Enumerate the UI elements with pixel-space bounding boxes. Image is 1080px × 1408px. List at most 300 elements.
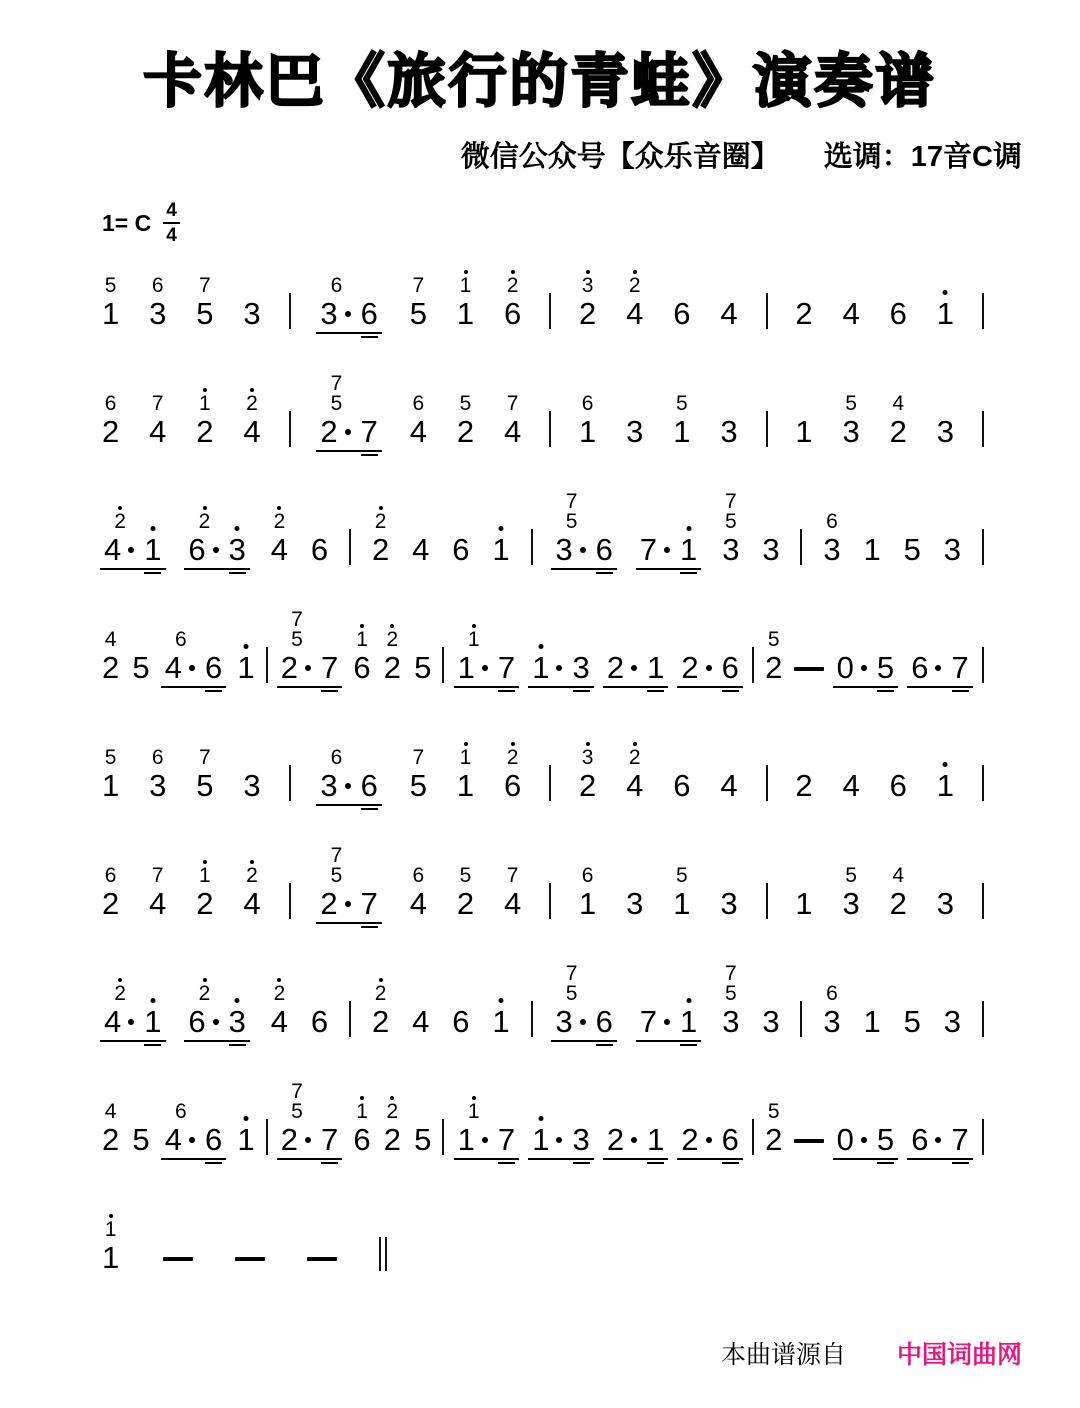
eighth-underline	[636, 1040, 676, 1042]
melody-note: 6	[721, 650, 739, 685]
beamed-group	[677, 1122, 743, 1167]
note-cell	[455, 276, 476, 341]
main-note-row	[603, 650, 643, 685]
melody-note: 2	[765, 1122, 783, 1157]
duration-dot	[482, 665, 488, 671]
harmony-stack	[768, 1102, 780, 1122]
beamed-group	[603, 650, 669, 695]
melody-note: 6	[911, 1122, 929, 1157]
note-cell	[194, 276, 215, 341]
barline	[289, 765, 291, 801]
note-cell	[603, 650, 643, 695]
note-cell	[718, 1122, 743, 1167]
melody-note: 5	[196, 768, 214, 803]
harmony-stack	[105, 394, 117, 414]
main-note-row	[102, 1122, 120, 1157]
main-note-row	[528, 650, 568, 685]
duration-dash	[794, 1139, 824, 1143]
note-cell	[841, 866, 862, 931]
note-cell	[455, 748, 476, 813]
duration-dot	[305, 665, 311, 671]
main-note-row	[149, 768, 167, 803]
sixteenth-underline	[573, 690, 590, 692]
note-cell	[718, 650, 743, 695]
sixteenth-underline	[229, 1044, 246, 1046]
sixteenth-underline	[321, 690, 338, 692]
note-cell	[643, 1122, 668, 1167]
duration-dot	[580, 547, 586, 553]
harmony-note: 1	[199, 866, 211, 886]
duration-dash	[794, 667, 824, 671]
melody-note: 5	[414, 650, 432, 685]
harmony-stack	[105, 630, 117, 650]
time-signature-lower: 4	[166, 225, 177, 246]
note-cell	[450, 532, 471, 577]
melody-note: 2	[280, 650, 299, 685]
harmony-stack	[331, 374, 343, 414]
beamed-group	[907, 650, 973, 695]
note-cell	[194, 748, 215, 813]
duration-dot	[213, 547, 219, 553]
beamed-group	[636, 1004, 702, 1049]
main-note-row	[412, 532, 430, 567]
eighth-underline	[201, 686, 226, 688]
harmony-stack	[274, 512, 286, 532]
main-note-row	[863, 532, 881, 567]
note-cell	[225, 532, 250, 577]
octave-dot	[109, 1214, 113, 1218]
octave-dot	[235, 998, 240, 1003]
melody-note: 3	[320, 768, 338, 803]
note-cell	[942, 532, 963, 577]
barline	[752, 1119, 754, 1155]
duration-dot	[706, 1137, 712, 1143]
note-cell	[370, 512, 391, 577]
main-note-row	[316, 886, 356, 921]
main-note-row	[161, 1122, 201, 1157]
harmony-note: 5	[330, 392, 343, 415]
melody-note: 4	[842, 768, 860, 803]
barline	[549, 293, 551, 329]
eighth-underline	[833, 1158, 873, 1160]
harmony-note: 2	[507, 748, 519, 768]
note-cell	[357, 768, 382, 813]
note-cell	[408, 748, 429, 813]
octave-dot	[203, 388, 207, 392]
harmony-stack	[892, 866, 904, 886]
main-note-row	[579, 886, 597, 921]
main-note-row	[353, 1122, 371, 1157]
note-cell	[140, 532, 165, 577]
harmony-stack	[175, 1102, 187, 1122]
main-note-row	[643, 650, 668, 685]
main-note-row	[903, 1004, 921, 1039]
main-note-row	[889, 768, 907, 803]
harmony-note: 2	[114, 984, 126, 1004]
main-note-row	[636, 532, 676, 567]
melody-note: 3	[720, 414, 738, 449]
harmony-stack	[105, 276, 117, 296]
main-note-row	[243, 296, 261, 331]
harmony-note: 1	[356, 630, 368, 650]
harmony-stack	[566, 492, 578, 532]
beamed-group	[551, 964, 617, 1049]
main-note-row	[795, 768, 813, 803]
harmony-note: 7	[506, 864, 519, 887]
barline	[549, 411, 551, 447]
score-line	[100, 695, 984, 813]
melody-note: 5	[132, 1122, 150, 1157]
harmony-stack	[375, 984, 387, 1004]
main-note-row	[270, 532, 289, 567]
melody-note: 3	[762, 532, 780, 567]
melody-note: 2	[196, 886, 214, 921]
note-cell	[317, 1122, 342, 1167]
harmony-stack	[199, 866, 211, 886]
main-note-row	[383, 1122, 402, 1157]
harmony-stack	[629, 276, 641, 296]
main-note-row	[371, 532, 390, 567]
melody-note: 2	[371, 1004, 390, 1039]
harmony-stack	[274, 984, 286, 1004]
beamed-group	[316, 748, 382, 813]
octave-dot	[250, 860, 254, 864]
wechat-account-label: 微信公众号【众乐音圈】	[460, 141, 780, 173]
octave-dot	[277, 978, 281, 982]
main-note-row	[454, 650, 494, 685]
main-note-row	[140, 1004, 165, 1039]
melody-note: 1	[937, 771, 954, 801]
harmony-note: 5	[104, 274, 117, 297]
main-note-row	[626, 768, 644, 803]
main-note-row	[132, 1122, 150, 1157]
melody-note: 3	[722, 1004, 740, 1039]
harmony-note: 7	[412, 274, 425, 297]
main-note-row	[237, 1122, 255, 1157]
note-cell	[551, 964, 591, 1049]
main-note-row	[676, 1004, 701, 1039]
note-cell	[624, 748, 645, 813]
note-cell	[676, 1004, 701, 1049]
octave-dot	[277, 506, 281, 510]
main-note-row	[412, 1004, 430, 1039]
main-note-row	[357, 296, 382, 331]
duration-dot	[128, 547, 134, 553]
note-cell	[454, 1102, 494, 1167]
duration-dot	[189, 665, 195, 671]
harmony-stack	[413, 276, 425, 296]
melody-note: 1	[673, 414, 691, 449]
note-cell	[502, 276, 523, 341]
harmony-note: 7	[724, 490, 737, 513]
harmony-note: 5	[104, 746, 117, 769]
melody-note: 2	[102, 1122, 120, 1157]
melody-note: 5	[876, 650, 895, 685]
eighth-underline	[603, 1158, 643, 1160]
beamed-group	[184, 984, 250, 1049]
note-cell	[718, 768, 739, 813]
harmony-stack	[199, 276, 211, 296]
melody-note: 1	[863, 1004, 881, 1039]
main-note-row	[765, 650, 783, 685]
note-cell	[671, 768, 692, 813]
octave-dot	[379, 978, 383, 982]
note-cell	[671, 394, 692, 459]
beamed-group	[316, 846, 382, 931]
harmony-note: 6	[330, 746, 343, 769]
melody-note: 2	[196, 414, 214, 449]
melody-note: 5	[196, 296, 214, 331]
harmony-stack	[114, 512, 126, 532]
melody-note: 3	[572, 650, 590, 685]
note-cell	[357, 886, 382, 931]
main-note-row	[907, 1122, 947, 1157]
main-note-row	[196, 886, 214, 921]
note-cell	[907, 1122, 947, 1167]
eighth-underline	[357, 332, 382, 334]
main-note-row	[943, 1004, 962, 1039]
footer-site-name[interactable]: 中国词曲网	[896, 1341, 1022, 1369]
main-note-row	[626, 414, 644, 449]
melody-note: 4	[164, 1122, 182, 1157]
note-cell	[873, 1122, 898, 1167]
octave-dot	[464, 270, 468, 274]
melody-note: 1	[492, 1007, 509, 1037]
main-note-row	[579, 296, 597, 331]
duration-dot	[631, 665, 637, 671]
note-cell	[100, 630, 121, 695]
barline	[982, 529, 984, 565]
main-note-row	[310, 532, 329, 567]
main-note-row	[140, 532, 165, 567]
eighth-underline	[184, 568, 224, 570]
sixteenth-underline	[722, 1162, 739, 1164]
harmony-stack	[387, 1102, 399, 1122]
main-note-row	[149, 296, 167, 331]
melody-note: 1	[795, 414, 813, 449]
melody-note: 2	[383, 1122, 402, 1157]
note-cell	[760, 532, 781, 577]
beamed-group	[161, 630, 227, 695]
beamed-group	[528, 1122, 594, 1167]
harmony-stack	[105, 866, 117, 886]
eighth-underline	[316, 450, 356, 452]
main-note-row	[842, 296, 860, 331]
main-note-row	[277, 650, 317, 685]
main-note-row	[102, 768, 120, 803]
eighth-underline	[676, 568, 701, 570]
harmony-note: 2	[387, 1102, 399, 1122]
harmony-stack	[175, 630, 187, 650]
melody-note: 3	[320, 296, 338, 331]
barline	[289, 411, 291, 447]
note-cell	[718, 296, 739, 341]
harmony-stack	[460, 394, 472, 414]
main-note-row	[863, 1004, 881, 1039]
note-cell	[235, 650, 256, 695]
beamed-group	[636, 532, 702, 577]
main-note-row	[102, 1240, 120, 1275]
eighth-underline	[494, 686, 519, 688]
note-cell	[902, 532, 923, 577]
duration-dot	[556, 665, 562, 671]
note-cell	[147, 866, 168, 931]
melody-note: 2	[371, 532, 390, 567]
main-note-row	[310, 1004, 329, 1039]
sixteenth-underline	[952, 690, 969, 692]
note-cell	[502, 394, 523, 459]
melody-note: 2	[456, 414, 475, 449]
barline	[289, 293, 291, 329]
melody-note: 3	[229, 1007, 246, 1037]
score-line	[100, 577, 984, 695]
main-note-row	[579, 768, 597, 803]
melody-note: 3	[243, 296, 261, 331]
harmony-note: 1	[468, 630, 480, 650]
harmony-note: 2	[629, 748, 641, 768]
note-cell	[720, 964, 741, 1049]
sixteenth-underline	[680, 1044, 697, 1046]
melody-note: 7	[497, 1122, 516, 1157]
main-note-row	[492, 1004, 510, 1039]
melody-note: 6	[353, 1122, 371, 1157]
harmony-note: 2	[387, 630, 399, 650]
melody-note: 2	[579, 768, 597, 803]
note-cell	[577, 748, 598, 813]
harmony-stack	[845, 394, 857, 414]
barline	[982, 883, 984, 919]
note-cell	[793, 768, 814, 813]
note-cell	[763, 1102, 784, 1167]
barline	[766, 765, 768, 801]
note-cell	[841, 296, 862, 341]
harmony-stack	[114, 984, 126, 1004]
harmony-note: 2	[375, 984, 387, 1004]
harmony-note: 5	[676, 392, 688, 415]
note-cell	[225, 1004, 250, 1049]
melody-note: 1	[102, 296, 120, 331]
score-line	[100, 813, 984, 931]
beamed-group	[677, 650, 743, 695]
melody-note: 6	[360, 296, 378, 331]
harmony-stack	[725, 492, 737, 532]
eighth-underline	[643, 1158, 668, 1160]
note-cell	[577, 394, 598, 459]
melody-note: 1	[673, 886, 691, 921]
note-cell	[577, 276, 598, 341]
main-note-row	[673, 886, 691, 921]
duration-dot	[213, 1019, 219, 1025]
main-note-row	[720, 886, 738, 921]
melody-note: 4	[243, 886, 261, 921]
melody-note: 1	[456, 768, 475, 803]
main-note-row	[677, 1122, 717, 1157]
harmony-note: 1	[105, 1220, 117, 1240]
melody-note: 1	[492, 535, 509, 565]
main-note-row	[551, 532, 591, 567]
harmony-note: 5	[845, 392, 857, 415]
note-cell	[269, 512, 290, 577]
main-note-row	[947, 1122, 972, 1157]
melody-note: 2	[889, 886, 907, 921]
harmony-stack	[826, 984, 838, 1004]
eighth-underline	[316, 804, 356, 806]
beamed-group	[316, 374, 382, 459]
harmony-note: 6	[581, 864, 594, 887]
harmony-note: 5	[565, 982, 578, 1005]
harmony-stack	[152, 748, 164, 768]
octave-dot	[390, 1096, 394, 1100]
melody-note: 3	[823, 1004, 841, 1039]
note-cell	[551, 492, 591, 577]
melody-note: 6	[452, 1004, 470, 1039]
melody-note: 4	[164, 650, 182, 685]
eighth-underline	[677, 1158, 717, 1160]
melody-note: 5	[903, 1004, 921, 1039]
melody-note: 7	[321, 1122, 339, 1157]
melody-note: 4	[626, 768, 644, 803]
note-cell	[130, 1122, 151, 1167]
melody-note: 7	[639, 1004, 658, 1039]
melody-note: 3	[943, 532, 962, 567]
beamed-group	[161, 1102, 227, 1167]
eighth-underline	[718, 686, 743, 688]
melody-note: 4	[409, 414, 427, 449]
harmony-stack	[826, 512, 838, 532]
melody-note: 1	[680, 535, 697, 565]
harmony-stack	[246, 394, 258, 414]
harmony-stack	[507, 866, 519, 886]
main-note-row	[317, 1122, 342, 1157]
note-cell	[935, 886, 956, 931]
harmony-note: 2	[114, 512, 126, 532]
note-cell	[455, 866, 476, 931]
melody-note: 3	[823, 532, 841, 567]
harmony-note: 1	[468, 1102, 480, 1122]
melody-note: 1	[237, 1125, 254, 1155]
main-note-row	[504, 414, 522, 449]
main-note-row	[947, 650, 972, 685]
note-cell	[793, 886, 814, 931]
main-note-row	[626, 296, 644, 331]
main-note-row	[317, 650, 342, 685]
beamed-group	[277, 610, 343, 695]
harmony-note: 2	[246, 394, 258, 414]
melody-note: 3	[842, 886, 860, 921]
melody-note: 1	[647, 650, 665, 685]
melody-note: 4	[412, 532, 430, 567]
harmony-stack	[152, 276, 164, 296]
eighth-underline	[643, 686, 668, 688]
duration-dot	[861, 665, 867, 671]
duration-dot	[631, 1137, 637, 1143]
main-note-row	[132, 650, 150, 685]
melody-note: 1	[579, 414, 597, 449]
octave-dot	[150, 526, 155, 531]
melody-note: 1	[144, 535, 161, 565]
duration-dot	[664, 1019, 670, 1025]
note-cell	[408, 394, 429, 459]
note-cell	[821, 984, 842, 1049]
main-note-row	[936, 886, 954, 921]
main-note-row	[225, 1004, 250, 1039]
harmony-stack	[356, 1102, 368, 1122]
footer-source-label: 本曲谱源自	[721, 1341, 847, 1369]
melody-note: 1	[457, 650, 475, 685]
note-cell	[592, 1004, 617, 1049]
melody-note: 3	[936, 414, 954, 449]
harmony-stack	[629, 748, 641, 768]
